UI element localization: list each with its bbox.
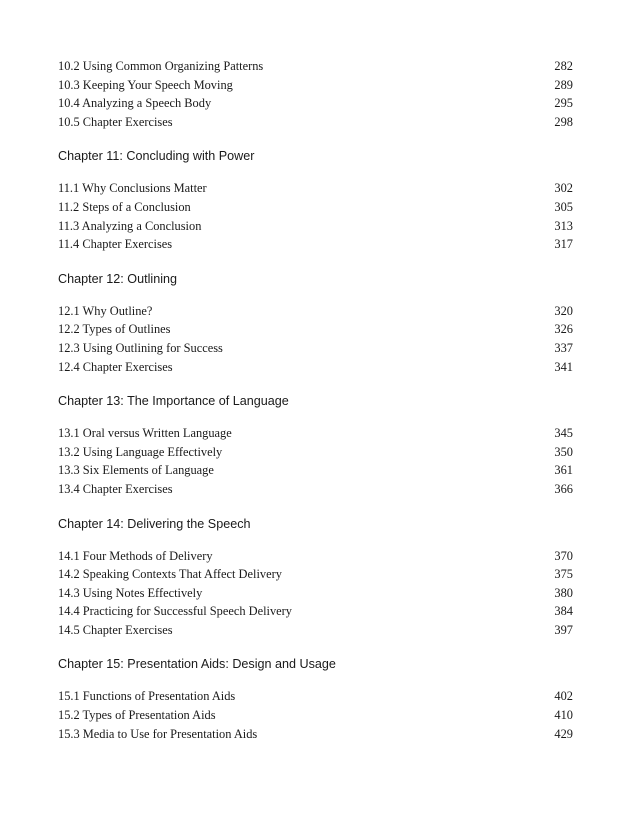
toc-entry[interactable] [58, 706, 573, 725]
chapter-heading[interactable]: Chapter 13: The Importance of Language [58, 394, 289, 409]
toc-entry[interactable] [58, 113, 573, 132]
toc-entry[interactable] [58, 217, 573, 236]
toc-entry-page: 313 [554, 218, 573, 233]
toc-group-chapter-11 [58, 179, 573, 253]
toc-entry-title: 10.4 Analyzing a Speech Body [58, 96, 212, 111]
toc-entry-title: 14.1 Four Methods of Delivery [58, 548, 213, 563]
toc-entry[interactable] [58, 443, 573, 462]
toc-entry-page: 380 [554, 585, 573, 600]
toc-entry-page: 350 [554, 444, 573, 459]
toc-entry-page: 305 [554, 199, 573, 214]
toc-entry-page: 370 [554, 548, 573, 563]
toc-entry-title: 14.3 Using Notes Effectively [58, 585, 203, 600]
toc-entry[interactable] [58, 725, 573, 744]
toc-entry-page: 384 [554, 604, 573, 619]
toc-entry-title: 12.3 Using Outlining for Success [58, 340, 223, 355]
toc-entry-title: 12.2 Types of Outlines [58, 322, 171, 337]
toc-entry-title: 10.3 Keeping Your Speech Moving [58, 77, 233, 92]
toc-entry-page: 289 [554, 77, 573, 92]
toc-entry[interactable] [58, 76, 573, 95]
toc-entry[interactable] [58, 687, 573, 706]
toc-group-chapter-10 [58, 57, 573, 131]
toc-entry[interactable] [58, 358, 573, 377]
toc-entry-title: 14.2 Speaking Contexts That Affect Delivery [58, 567, 282, 582]
toc-entry[interactable] [58, 547, 573, 566]
toc-entry-page: 302 [554, 181, 573, 196]
toc-entry[interactable] [58, 94, 573, 113]
toc-entry-page: 361 [554, 463, 573, 478]
toc-entry-page: 326 [554, 322, 573, 337]
toc-entry[interactable] [58, 602, 573, 621]
toc-entry[interactable] [58, 461, 573, 480]
toc-entry-page: 397 [554, 622, 573, 637]
toc-entry-page: 317 [554, 237, 573, 252]
toc-group-chapter-15 [58, 687, 573, 743]
toc-entry-page: 282 [554, 59, 573, 73]
toc-entry-title: 12.1 Why Outline? [58, 303, 153, 318]
chapter-heading[interactable]: Chapter 11: Concluding with Power [58, 149, 255, 164]
toc-group-chapter-12 [58, 302, 573, 376]
toc-entry-title: 12.4 Chapter Exercises [58, 359, 173, 374]
toc-entry-page: 410 [554, 708, 573, 723]
toc-entry[interactable] [58, 565, 573, 584]
chapter-heading[interactable]: Chapter 14: Delivering the Speech [58, 516, 251, 531]
toc-entry-title: 14.4 Practicing for Successful Speech Delivery [58, 604, 292, 619]
chapter-heading[interactable]: Chapter 15: Presentation Aids: Design and Usage [58, 657, 336, 672]
toc-entry-title: 14.5 Chapter Exercises [58, 622, 173, 637]
toc-entry-page: 402 [554, 689, 573, 704]
toc-entry[interactable] [58, 57, 573, 76]
toc-entry-title: 13.3 Six Elements of Language [58, 463, 214, 478]
toc-entry[interactable] [58, 179, 573, 198]
chapter-heading[interactable]: Chapter 12: Outlining [58, 271, 178, 286]
toc-entry[interactable] [58, 235, 573, 254]
toc-entry-page: 341 [554, 359, 573, 374]
toc-entry-title: 10.2 Using Common Organizing Patterns [58, 59, 264, 73]
toc-group-chapter-13 [58, 424, 573, 498]
toc-entry-title: 15.1 Functions of Presentation Aids [58, 689, 236, 704]
toc-entry[interactable] [58, 480, 573, 499]
toc-entry[interactable] [58, 339, 573, 358]
toc-entry[interactable] [58, 198, 573, 217]
toc-entry[interactable] [58, 584, 573, 603]
toc-entry-title: 15.2 Types of Presentation Aids [58, 708, 216, 723]
toc-entry-title: 15.3 Media to Use for Presentation Aids [58, 726, 258, 741]
toc-entry-page: 320 [554, 303, 573, 318]
toc-group-chapter-14 [58, 547, 573, 640]
toc-entry-title: 11.3 Analyzing a Conclusion [58, 218, 202, 233]
toc-entry-page: 375 [554, 567, 573, 582]
toc-entry[interactable] [58, 320, 573, 339]
toc-entry-page: 337 [554, 340, 573, 355]
toc-entry-title: 10.5 Chapter Exercises [58, 114, 173, 129]
toc-entry[interactable] [58, 621, 573, 640]
toc-entry-page: 366 [554, 481, 573, 496]
toc-entry-title: 13.1 Oral versus Written Language [58, 426, 232, 441]
toc-entry-title: 13.2 Using Language Effectively [58, 444, 223, 459]
toc-entry-page: 295 [554, 96, 573, 111]
toc-entry-title: 11.2 Steps of a Conclusion [58, 199, 191, 214]
toc-entry[interactable] [58, 424, 573, 443]
toc-entry-title: 11.4 Chapter Exercises [58, 237, 173, 252]
toc-entry-title: 11.1 Why Conclusions Matter [58, 181, 207, 196]
toc-entry[interactable] [58, 302, 573, 321]
toc-entry-page: 345 [554, 426, 573, 441]
table-of-contents [58, 57, 573, 743]
toc-entry-title: 13.4 Chapter Exercises [58, 481, 173, 496]
toc-entry-page: 429 [554, 726, 573, 741]
toc-entry-page: 298 [554, 114, 573, 129]
